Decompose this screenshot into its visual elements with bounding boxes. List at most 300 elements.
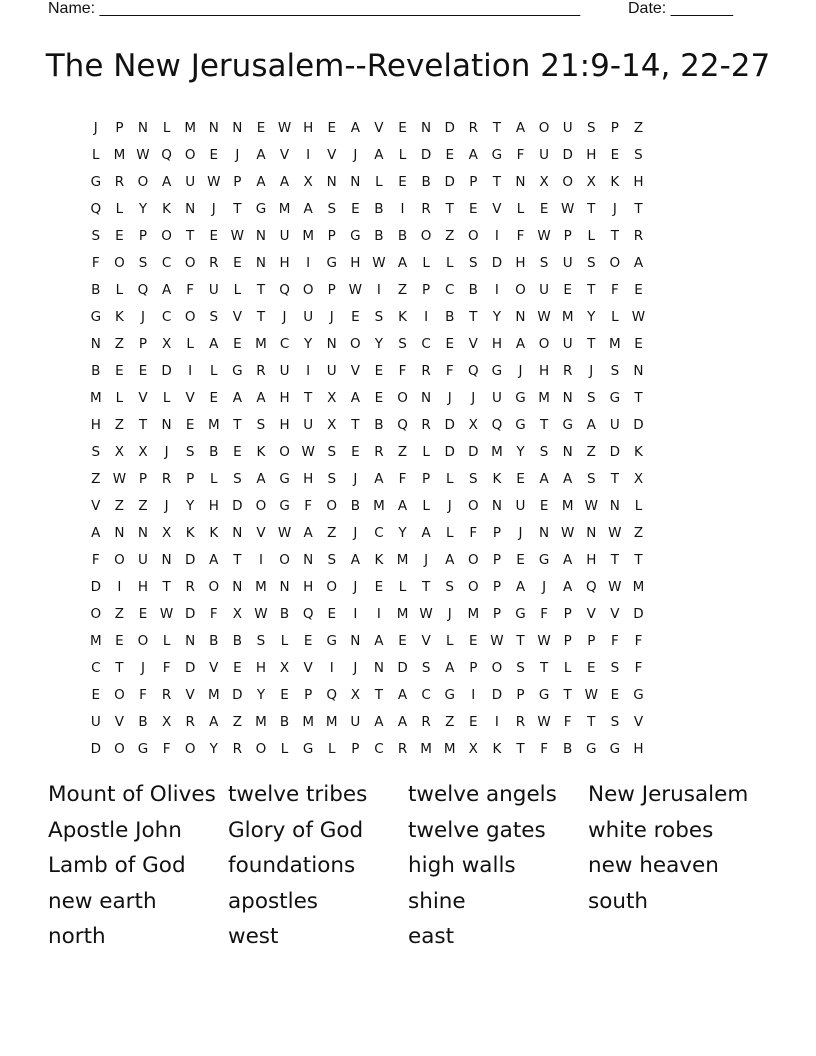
- grid-letter: D: [184, 659, 196, 676]
- grid-letter: E: [374, 578, 384, 595]
- grid-letter: G: [609, 740, 621, 757]
- grid-letter: Q: [467, 362, 479, 379]
- grid-letter: R: [232, 740, 243, 757]
- grid-letter: X: [327, 416, 337, 433]
- grid-letter: W: [490, 632, 504, 649]
- grid-letter: I: [400, 200, 405, 217]
- grid-letter: U: [90, 713, 101, 730]
- grid-letter: A: [91, 524, 101, 541]
- grid-letter: H: [279, 389, 290, 406]
- grid-letter: N: [539, 524, 550, 541]
- grid-letter: O: [137, 632, 149, 649]
- word-list-item: twelve angels: [408, 782, 557, 807]
- grid-letter: K: [209, 524, 219, 541]
- grid-letter: A: [209, 335, 219, 352]
- grid-letter: Q: [279, 281, 290, 298]
- grid-letter: L: [327, 740, 336, 757]
- grid-letter: S: [610, 362, 620, 379]
- grid-letter: I: [353, 605, 358, 622]
- grid-letter: T: [256, 281, 266, 298]
- grid-letter: J: [329, 308, 334, 325]
- grid-letter: S: [233, 470, 242, 487]
- grid-letter: J: [518, 524, 523, 541]
- grid-row: [84, 573, 650, 600]
- grid-letter: Y: [492, 308, 502, 325]
- grid-letter: A: [374, 713, 384, 730]
- grid-letter: W: [207, 173, 221, 190]
- grid-letter: T: [351, 416, 360, 433]
- grid-letter: O: [515, 281, 526, 298]
- grid-letter: B: [445, 308, 455, 325]
- grid-letter: J: [612, 200, 617, 217]
- word-list-item: Lamb of God: [48, 853, 186, 879]
- grid-letter: Q: [491, 416, 503, 433]
- grid-letter: E: [115, 227, 124, 244]
- grid-letter: R: [421, 362, 431, 379]
- grid-letter: G: [137, 740, 149, 757]
- grid-letter: R: [421, 416, 431, 433]
- grid-letter: O: [350, 335, 361, 352]
- grid-letter: W: [584, 497, 598, 514]
- grid-letter: G: [444, 686, 455, 703]
- grid-letter: R: [256, 362, 266, 379]
- grid-letter: L: [422, 254, 430, 271]
- grid-letter: E: [539, 200, 549, 217]
- grid-letter: X: [161, 713, 172, 730]
- grid-letter: L: [186, 335, 194, 352]
- grid-letter: V: [468, 335, 478, 352]
- grid-letter: I: [376, 281, 381, 298]
- grid-letter: T: [233, 416, 242, 433]
- grid-letter: N: [326, 173, 337, 190]
- grid-letter: A: [397, 497, 408, 514]
- grid-letter: A: [445, 551, 455, 568]
- grid-letter: I: [117, 578, 122, 595]
- grid-letter: O: [326, 497, 338, 514]
- grid-letter: O: [302, 281, 314, 298]
- grid-letter: R: [161, 686, 172, 703]
- grid-letter: X: [161, 524, 172, 541]
- grid-letter: A: [256, 470, 266, 487]
- grid-letter: H: [633, 173, 644, 190]
- grid-letter: M: [632, 578, 645, 595]
- grid-letter: M: [467, 605, 480, 622]
- grid-letter: A: [563, 551, 573, 568]
- grid-letter: A: [515, 578, 526, 595]
- grid-letter: M: [325, 713, 338, 730]
- grid-letter: E: [209, 389, 219, 406]
- word-list-item: new earth: [48, 888, 157, 914]
- grid-row: [84, 222, 650, 249]
- grid-letter: D: [232, 497, 243, 514]
- grid-letter: L: [162, 119, 171, 136]
- grid-letter: A: [209, 551, 219, 568]
- grid-letter: D: [397, 659, 408, 676]
- page-title: The New Jerusalem--Revelation 21:9-14, 22-27: [45, 48, 771, 84]
- grid-letter: Y: [587, 308, 596, 325]
- grid-letter: S: [327, 200, 337, 217]
- grid-letter: D: [444, 416, 455, 433]
- grid-letter: S: [586, 119, 596, 136]
- grid-letter: Q: [585, 578, 597, 595]
- grid-letter: A: [563, 578, 573, 595]
- grid-letter: J: [282, 308, 287, 325]
- grid-letter: D: [184, 605, 196, 622]
- grid-letter: I: [424, 308, 429, 325]
- grid-letter: X: [303, 173, 313, 190]
- grid-letter: W: [159, 605, 174, 622]
- grid-letter: A: [256, 173, 266, 190]
- grid-letter: R: [114, 173, 125, 190]
- grid-letter: K: [398, 308, 407, 325]
- grid-letter: O: [562, 173, 573, 190]
- grid-letter: T: [492, 119, 502, 136]
- grid-letter: U: [303, 308, 314, 325]
- grid-letter: N: [185, 200, 196, 217]
- grid-letter: H: [586, 551, 597, 568]
- grid-letter: I: [494, 227, 499, 244]
- grid-letter: M: [302, 713, 314, 730]
- grid-letter: Z: [397, 281, 408, 298]
- grid-letter: D: [444, 119, 455, 136]
- grid-letter: T: [610, 227, 619, 244]
- grid-letter: L: [611, 308, 619, 325]
- grid-letter: E: [539, 497, 549, 514]
- grid-letter: L: [445, 632, 454, 649]
- grid-letter: G: [515, 416, 526, 433]
- grid-letter: B: [209, 632, 219, 649]
- grid-letter: C: [421, 686, 431, 703]
- grid-letter: A: [397, 254, 408, 271]
- grid-letter: T: [162, 578, 171, 595]
- grid-letter: O: [467, 551, 479, 568]
- grid-letter: S: [634, 146, 643, 163]
- grid-letter: F: [563, 713, 572, 730]
- grid-letter: S: [586, 470, 596, 487]
- grid-letter: T: [138, 416, 148, 433]
- grid-letter: S: [185, 443, 195, 460]
- grid-letter: W: [112, 470, 127, 487]
- grid-letter: E: [351, 200, 360, 217]
- grid-letter: N: [421, 119, 432, 136]
- header-row: [48, 0, 748, 20]
- grid-letter: J: [518, 362, 523, 379]
- grid-letter: I: [258, 551, 263, 568]
- grid-row: [84, 735, 650, 762]
- grid-letter: O: [90, 605, 102, 622]
- grid-letter: M: [373, 497, 385, 514]
- grid-letter: Y: [186, 497, 195, 514]
- grid-letter: T: [610, 470, 619, 487]
- grid-letter: O: [208, 578, 220, 595]
- grid-letter: E: [516, 470, 525, 487]
- grid-letter: J: [353, 524, 358, 541]
- grid-letter: A: [539, 470, 549, 487]
- grid-letter: V: [232, 308, 242, 325]
- grid-letter: F: [445, 362, 454, 379]
- grid-letter: E: [587, 659, 596, 676]
- grid-letter: B: [350, 497, 360, 514]
- grid-letter: E: [185, 416, 195, 433]
- grid-letter: W: [537, 227, 551, 244]
- grid-letter: N: [137, 119, 149, 136]
- grid-letter: J: [542, 578, 547, 595]
- grid-letter: N: [208, 119, 219, 136]
- grid-letter: E: [327, 119, 336, 136]
- grid-row: [84, 330, 650, 357]
- grid-letter: A: [397, 686, 408, 703]
- grid-letter: S: [91, 227, 101, 244]
- grid-letter: A: [161, 173, 172, 190]
- grid-letter: W: [631, 308, 646, 325]
- grid-letter: M: [609, 335, 621, 352]
- grid-letter: F: [540, 605, 548, 622]
- grid-letter: R: [374, 443, 384, 460]
- grid-letter: U: [491, 389, 502, 406]
- word-list-item: Glory of God: [228, 817, 364, 843]
- grid-letter: X: [468, 416, 478, 433]
- grid-letter: K: [162, 200, 171, 217]
- grid-letter: E: [610, 146, 620, 163]
- grid-letter: S: [327, 551, 337, 568]
- grid-letter: N: [161, 416, 172, 433]
- grid-letter: O: [420, 227, 432, 244]
- grid-letter: T: [610, 551, 619, 568]
- grid-letter: R: [209, 254, 219, 271]
- grid-letter: F: [516, 146, 525, 163]
- grid-letter: B: [232, 632, 242, 649]
- grid-letter: Z: [114, 335, 125, 352]
- grid-letter: B: [279, 605, 290, 622]
- grid-letter: H: [303, 470, 314, 487]
- grid-letter: Q: [397, 416, 408, 433]
- grid-letter: F: [209, 605, 218, 622]
- grid-letter: W: [301, 443, 315, 460]
- grid-letter: J: [447, 605, 452, 622]
- grid-letter: H: [208, 497, 219, 514]
- grid-letter: E: [138, 362, 148, 379]
- grid-letter: C: [374, 740, 384, 757]
- grid-letter: H: [491, 335, 502, 352]
- grid-letter: W: [537, 632, 551, 649]
- grid-letter: E: [445, 146, 454, 163]
- grid-letter: J: [353, 578, 358, 595]
- grid-letter: N: [326, 335, 337, 352]
- grid-letter: F: [398, 362, 407, 379]
- grid-letter: T: [469, 308, 478, 325]
- grid-letter: N: [303, 551, 314, 568]
- grid-letter: X: [539, 173, 549, 190]
- grid-letter: M: [443, 740, 456, 757]
- grid-letter: E: [351, 308, 360, 325]
- grid-letter: E: [445, 335, 454, 352]
- grid-row: [84, 195, 650, 222]
- grid-letter: Q: [161, 146, 172, 163]
- grid-letter: V: [138, 389, 148, 406]
- grid-letter: A: [445, 659, 455, 676]
- grid-letter: G: [491, 146, 503, 163]
- grid-letter: M: [184, 119, 196, 136]
- grid-letter: S: [256, 416, 266, 433]
- grid-letter: T: [256, 308, 266, 325]
- grid-letter: O: [491, 659, 503, 676]
- grid-letter: S: [539, 443, 549, 460]
- word-list-item: Apostle John: [48, 817, 182, 843]
- grid-letter: D: [90, 578, 101, 595]
- grid-letter: K: [492, 740, 502, 757]
- grid-letter: L: [233, 281, 242, 298]
- grid-letter: O: [397, 389, 408, 406]
- name-field-label: Name: ______________________________________________________: [48, 0, 581, 17]
- grid-letter: E: [634, 281, 643, 298]
- grid-letter: A: [397, 713, 408, 730]
- grid-letter: X: [468, 740, 478, 757]
- grid-letter: U: [515, 497, 526, 514]
- grid-letter: Y: [304, 335, 313, 352]
- grid-letter: L: [162, 389, 171, 406]
- grid-letter: Z: [445, 227, 455, 244]
- grid-row: [84, 141, 650, 168]
- grid-letter: L: [445, 524, 454, 541]
- grid-letter: D: [633, 416, 644, 433]
- grid-letter: S: [256, 632, 266, 649]
- grid-letter: E: [610, 686, 620, 703]
- grid-letter: O: [467, 227, 479, 244]
- grid-letter: Q: [302, 605, 314, 622]
- grid-letter: J: [211, 200, 216, 217]
- grid-letter: M: [207, 686, 220, 703]
- grid-letter: S: [586, 389, 596, 406]
- grid-letter: B: [563, 740, 573, 757]
- grid-letter: B: [468, 281, 478, 298]
- grid-letter: R: [562, 362, 573, 379]
- grid-letter: N: [350, 632, 361, 649]
- grid-letter: P: [186, 470, 195, 487]
- grid-letter: O: [279, 551, 290, 568]
- grid-letter: O: [255, 740, 267, 757]
- word-list-item: white robes: [588, 817, 714, 843]
- grid-letter: U: [609, 416, 620, 433]
- grid-letter: F: [610, 632, 619, 649]
- grid-letter: A: [586, 416, 596, 433]
- grid-letter: R: [185, 713, 195, 730]
- grid-letter: O: [184, 740, 196, 757]
- grid-letter: N: [255, 254, 266, 271]
- grid-row: [84, 438, 650, 465]
- grid-letter: T: [374, 686, 384, 703]
- grid-letter: A: [515, 119, 526, 136]
- grid-letter: Z: [397, 443, 408, 460]
- grid-row: [84, 681, 650, 708]
- grid-letter: T: [587, 713, 596, 730]
- grid-letter: E: [634, 335, 643, 352]
- grid-letter: C: [91, 659, 101, 676]
- grid-letter: V: [374, 119, 384, 136]
- grid-letter: U: [208, 281, 219, 298]
- grid-letter: L: [422, 443, 430, 460]
- grid-letter: Z: [445, 713, 455, 730]
- grid-letter: M: [491, 443, 503, 460]
- grid-letter: Y: [256, 686, 266, 703]
- grid-letter: L: [634, 497, 643, 514]
- grid-letter: L: [516, 200, 525, 217]
- grid-letter: C: [161, 308, 172, 325]
- grid-letter: D: [184, 551, 196, 568]
- grid-letter: K: [492, 470, 502, 487]
- grid-letter: Y: [398, 524, 407, 541]
- grid-letter: Z: [586, 443, 596, 460]
- grid-letter: D: [232, 686, 243, 703]
- grid-letter: G: [515, 605, 526, 622]
- grid-letter: D: [491, 254, 503, 271]
- grid-letter: U: [562, 119, 573, 136]
- word-search-grid: [84, 114, 650, 762]
- grid-letter: T: [516, 740, 525, 757]
- grid-letter: E: [280, 686, 289, 703]
- grid-letter: E: [374, 362, 384, 379]
- grid-letter: D: [609, 443, 621, 460]
- grid-letter: T: [634, 551, 643, 568]
- grid-row: [84, 357, 650, 384]
- grid-letter: J: [353, 659, 358, 676]
- grid-letter: S: [327, 443, 337, 460]
- grid-letter: J: [140, 308, 145, 325]
- grid-letter: F: [139, 686, 147, 703]
- grid-letter: P: [587, 632, 596, 649]
- grid-letter: G: [633, 686, 644, 703]
- word-list-item: apostles: [228, 888, 319, 914]
- grid-letter: F: [304, 497, 313, 514]
- grid-letter: G: [586, 740, 597, 757]
- grid-letter: O: [538, 119, 550, 136]
- grid-letter: F: [516, 227, 525, 244]
- grid-letter: N: [161, 551, 172, 568]
- grid-letter: W: [277, 524, 292, 541]
- grid-letter: C: [421, 335, 431, 352]
- grid-letter: D: [633, 605, 644, 622]
- grid-letter: E: [115, 632, 124, 649]
- grid-letter: S: [610, 713, 620, 730]
- word-list-item: new heaven: [588, 853, 719, 879]
- grid-letter: G: [491, 362, 503, 379]
- grid-row: [84, 303, 650, 330]
- grid-letter: V: [209, 659, 219, 676]
- grid-letter: E: [233, 443, 242, 460]
- grid-letter: O: [467, 578, 479, 595]
- grid-letter: E: [516, 551, 525, 568]
- grid-letter: N: [421, 389, 432, 406]
- grid-letter: E: [374, 389, 384, 406]
- grid-letter: H: [137, 578, 149, 595]
- grid-letter: V: [114, 713, 125, 730]
- grid-letter: N: [586, 524, 597, 541]
- grid-letter: H: [350, 254, 361, 271]
- grid-letter: B: [138, 713, 148, 730]
- grid-letter: A: [421, 524, 431, 541]
- grid-letter: H: [90, 416, 101, 433]
- grid-letter: P: [351, 740, 360, 757]
- grid-letter: W: [136, 146, 150, 163]
- grid-letter: N: [515, 173, 526, 190]
- grid-letter: L: [445, 254, 454, 271]
- grid-letter: U: [350, 713, 361, 730]
- grid-letter: G: [279, 470, 290, 487]
- word-list-item: high walls: [408, 853, 516, 879]
- grid-letter: V: [256, 524, 266, 541]
- grid-letter: R: [421, 200, 431, 217]
- grid-letter: E: [398, 173, 407, 190]
- grid-letter: N: [562, 389, 573, 406]
